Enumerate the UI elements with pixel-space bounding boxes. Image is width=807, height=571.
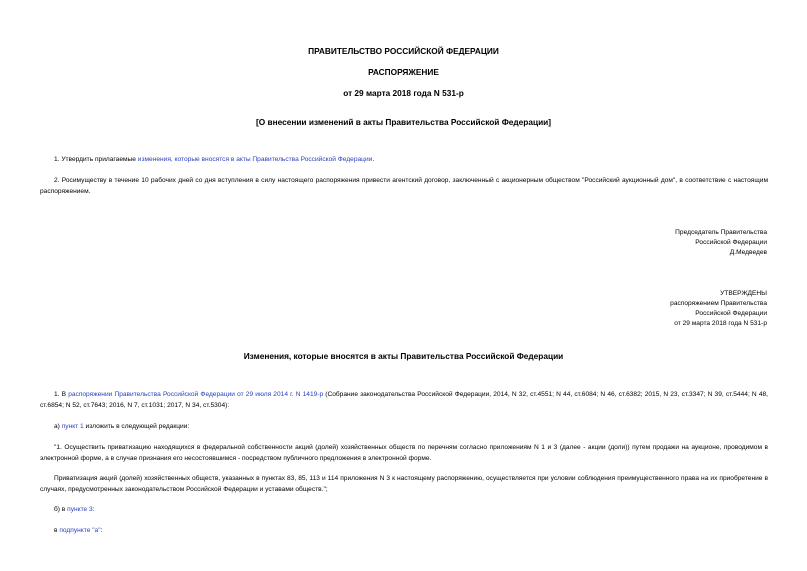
quote-paragraph-1: "1. Осуществить приватизацию находящихся в федеральной собственности акций (долей) хозяйственных обществ по перечням согласно приложениям N 1 и 3 (далее - акции (доли)) путем продажи на аукционе, проводимом в электронной форме, а в случае признания его несостоявшимся - посредством публичного предложения в электронной форме. [40, 444, 768, 462]
item-b-sub-prefix: в [54, 527, 60, 534]
order-1419-link[interactable]: распоряжении Правительства Российской Федерации от 29 июля 2014 г. N 1419-р [68, 391, 324, 398]
paragraph-1-suffix: . [372, 156, 375, 163]
paragraph-1-prefix: 1. Утвердить прилагаемые [54, 156, 138, 163]
doc-type: РАСПОРЯЖЕНИЕ [368, 67, 439, 77]
paragraph-2: 2. Росимуществу в течение 10 рабочих дней со дня вступления в силу настоящего распоряжения привести агентский договор, заключенный с акционерным обществом "Российский аукционный дом", в соответствие с настоящим распоряжением. [40, 177, 768, 195]
approved-line-4: от 29 марта 2018 года N 531-р [674, 320, 767, 327]
item-1-suffix: (Собрание законодательства Российской Федерации, 2014, N 32, ст.4551; N 44, ст.6084; N 46, ст.6382; 2015, N 23, ст.3347; N 39, ст.5444; N 48, ст.6854; N 52, ст.7643; 2016, N 7, ст.1031; 2017, N 34, ст.5304): [40, 391, 768, 409]
item-1 [40, 390, 768, 411]
quote-paragraph-2: Приватизация акций (долей) хозяйственных обществ, указанных в пунктах 83, 85, 113 и 114 приложения N 3 к настоящему распоряжению, осуществляется при условии соблюдения преимущественного права на их приобретение в случаях, предусмотренных законодательством Российской Федерации и уставами обществ."; [40, 475, 768, 493]
item-1-prefix: 1. В [54, 391, 69, 398]
item-a [40, 422, 768, 433]
signature-line-1: Председатель Правительства [675, 229, 767, 236]
approved-line-1: УТВЕРЖДЕНЫ [720, 290, 767, 297]
org-title: ПРАВИТЕЛЬСТВО РОССИЙСКОЙ ФЕДЕРАЦИИ [308, 46, 499, 56]
paragraph-1 [40, 155, 768, 166]
point-3-link[interactable]: пункте 3 [67, 506, 93, 513]
doc-date-number: от 29 марта 2018 года N 531-р [343, 88, 464, 98]
signature-name: Д.Медведев [729, 249, 767, 256]
approved-line-3: Российской Федерации [695, 310, 767, 317]
item-a-prefix: а) [54, 423, 62, 430]
section-title: Изменения, которые вносятся в акты Правительства Российской Федерации [243, 351, 564, 361]
approved-line-2: распоряжением Правительства [670, 300, 767, 307]
point-1-link[interactable]: пункт 1 [61, 423, 84, 430]
item-b-suffix: : [92, 506, 95, 513]
subpoint-a-link[interactable]: подпункте "а" [59, 527, 101, 534]
signature-line-2: Российской Федерации [695, 239, 767, 246]
item-b-sub [40, 526, 768, 537]
item-a-suffix: изложить в следующей редакции: [83, 423, 190, 430]
changes-link[interactable]: изменения, которые вносятся в акты Правительства Российской Федерации [137, 156, 373, 163]
item-b-prefix: б) в [54, 506, 68, 513]
item-b [40, 505, 768, 516]
item-b-sub-suffix: : [100, 527, 103, 534]
doc-subject: [О внесении изменений в акты Правительства Российской Федерации] [255, 117, 552, 127]
